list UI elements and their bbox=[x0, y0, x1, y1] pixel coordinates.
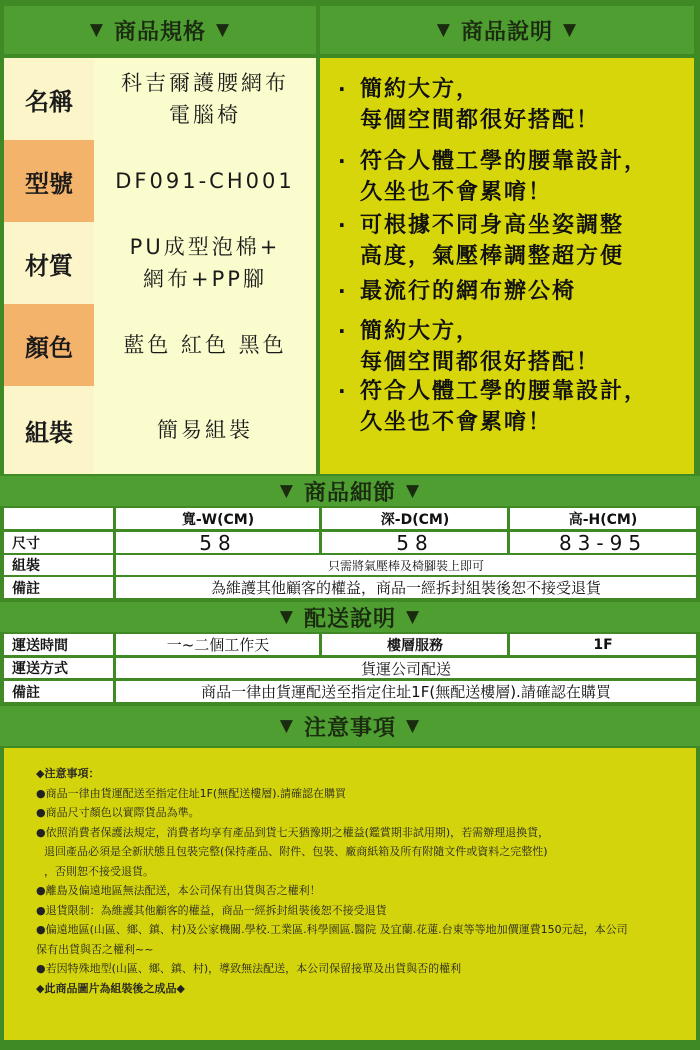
desc-item: · 最流行的網布辦公椅 bbox=[338, 276, 688, 307]
triangle-down-icon: ▼ bbox=[279, 607, 294, 627]
notice-panel bbox=[4, 748, 696, 1040]
notice-line: ●商品尺寸顏色以實際貨品為準。 bbox=[36, 806, 200, 819]
size-height: 83-95 bbox=[558, 530, 648, 555]
triangle-down-icon: ▼ bbox=[406, 716, 421, 736]
spec-label-material: 材質 bbox=[4, 222, 94, 304]
triangle-down-icon: ▼ bbox=[406, 607, 421, 627]
notice-header-title: 注意事項 bbox=[303, 715, 396, 741]
desc-item: · 符合人體工學的腰靠設計， 久坐也不會累唷！ bbox=[338, 146, 688, 208]
spec-value-material: PU成型泡棉+ 網布+PP腳 bbox=[94, 222, 316, 304]
size-width: 58 bbox=[199, 530, 237, 555]
triangle-down-icon: ▼ bbox=[563, 20, 578, 40]
desc-item: · 簡約大方， 每個空間都很好搭配！ bbox=[338, 74, 688, 136]
notice-line: 退回產品必須是全新狀態且包裝完整(保持產品、附件、包裝、廠商紙箱及所有附隨文件或資料之完整性) bbox=[44, 845, 548, 858]
spec-value-color: 藍色 紅色 黑色 bbox=[94, 304, 316, 386]
spec-label-name: 名稱 bbox=[4, 58, 94, 140]
desc-header bbox=[320, 6, 694, 54]
shipping-header-title: 配送說明 bbox=[303, 606, 396, 632]
desc-item: · 可根據不同身高坐姿調整 高度，氣壓棒調整超方便 bbox=[338, 210, 688, 272]
remark-label: 備註 bbox=[12, 580, 40, 597]
col-header-width: 寬-W(CM) bbox=[181, 511, 255, 528]
col-header-height: 高-H(CM) bbox=[568, 511, 638, 528]
desc-item: · 簡約大方， 每個空間都很好搭配！ bbox=[338, 316, 688, 378]
ship-method-label: 運送方式 bbox=[12, 661, 68, 677]
assembly-value: 只需將氣壓棒及椅腳裝上即可 bbox=[327, 558, 484, 573]
notice-line: ，否則恕不接受退貨。 bbox=[44, 864, 154, 878]
bullet-icon: · bbox=[338, 149, 348, 173]
notice-line: ●依照消費者保護法規定，消費者均享有產品到貨七天猶豫期之權益(鑑賞期非試用期)，若需辦理退換貨， bbox=[36, 825, 550, 839]
col-header-depth: 深-D(CM) bbox=[380, 511, 450, 528]
spec-value-assembly: 簡易組裝 bbox=[94, 386, 316, 474]
remark-value: 為維護其他顧客的權益，商品一經拆封組裝後恕不接受退貨 bbox=[210, 579, 601, 597]
triangle-down-icon: ▼ bbox=[279, 716, 294, 736]
notice-header bbox=[0, 706, 700, 746]
notice-line: ●商品一律由貨運配送至指定住址1F(無配送樓層).請確認在購買 bbox=[36, 786, 347, 800]
spec-header bbox=[4, 6, 316, 54]
size-depth: 58 bbox=[396, 530, 434, 555]
triangle-down-icon: ▼ bbox=[279, 481, 294, 501]
ship-remark-value: 商品一律由貨運配送至指定住址1F(無配送樓層).請確認在購買 bbox=[201, 683, 611, 701]
ship-method-value: 貨運公司配送 bbox=[360, 659, 451, 678]
assembly-label: 組裝 bbox=[12, 558, 40, 574]
notice-line: ●偏遠地區(山區、鄉、鎮、村)及公家機關.學校.工業區.科學園區.醫院 及宜蘭.花蓮.台東等等地加價運費150元起，本公司 bbox=[36, 923, 628, 936]
bullet-icon: · bbox=[338, 77, 348, 101]
triangle-down-icon: ▼ bbox=[216, 20, 231, 40]
spec-value-model: DF091-CH001 bbox=[94, 140, 316, 222]
notice-footer: ◆此商品圖片為組裝後之成品◆ bbox=[36, 981, 185, 995]
notice-title: ◆注意事項： bbox=[36, 767, 100, 780]
desc-panel bbox=[320, 58, 694, 474]
bullet-icon: · bbox=[338, 379, 348, 403]
spec-table bbox=[4, 58, 316, 474]
detail-table bbox=[4, 508, 696, 600]
ship-remark-label: 備註 bbox=[12, 684, 40, 701]
desc-header-title: 商品說明 bbox=[460, 19, 553, 45]
shipping-table bbox=[4, 634, 696, 704]
spec-label-color: 顏色 bbox=[4, 304, 94, 386]
spec-value-name: 科吉爾護腰網布 電腦椅 bbox=[94, 58, 316, 140]
spec-label-model: 型號 bbox=[4, 140, 94, 222]
ship-time-label: 運送時間 bbox=[12, 637, 68, 654]
shipping-header bbox=[0, 602, 700, 632]
floor-service-label: 樓層服務 bbox=[387, 637, 443, 654]
ship-time-value: 一~二個工作天 bbox=[166, 636, 270, 654]
detail-header bbox=[0, 476, 700, 506]
bullet-icon: · bbox=[338, 213, 348, 237]
triangle-down-icon: ▼ bbox=[89, 20, 104, 40]
notice-line: ●離島及偏遠地區無法配送，本公司保有出貨與否之權利！ bbox=[36, 884, 321, 897]
spec-label-assembly: 組裝 bbox=[4, 386, 94, 474]
size-label: 尺寸 bbox=[12, 535, 40, 552]
notice-line: 保有出貨與否之權利~~ bbox=[36, 942, 154, 956]
bullet-icon: · bbox=[338, 319, 348, 343]
triangle-down-icon: ▼ bbox=[436, 20, 451, 40]
desc-item: · 符合人體工學的腰靠設計， 久坐也不會累唷！ bbox=[338, 376, 688, 438]
bullet-icon: · bbox=[338, 279, 348, 303]
notice-line: ●若因特殊地型(山區、鄉、鎮、村)，導致無法配送，本公司保留接單及出貨與否的權利 bbox=[36, 962, 462, 975]
triangle-down-icon: ▼ bbox=[406, 481, 421, 501]
detail-header-title: 商品細節 bbox=[303, 480, 396, 506]
floor-service-value: 1F bbox=[593, 636, 613, 653]
notice-line: ●退貨限制：為維護其他顧客的權益，商品一經拆封組裝後恕不接受退貨 bbox=[36, 903, 387, 917]
spec-header-title: 商品規格 bbox=[113, 19, 206, 45]
